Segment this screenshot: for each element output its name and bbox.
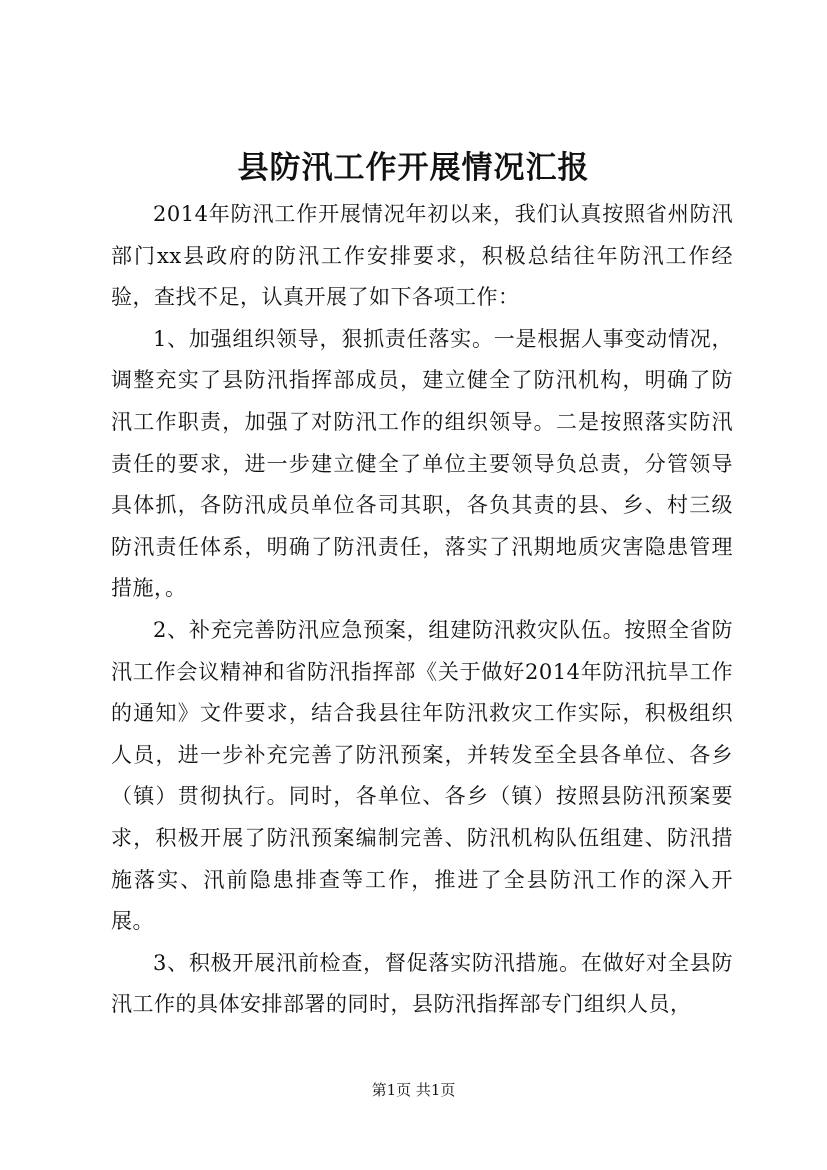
- paragraph-section-2: 2、补充完善防汛应急预案，组建防汛救灾队伍。按照全省防汛工作会议精神和省防汛指挥部《关于做好2014年防汛抗旱工作的通知》文件要求，结合我县往年防汛救灾工作实际，积极组织人员，进一步补充完善了防汛预案，并转发至全县各单位、各乡（镇）贯彻执行。同时，各单位、各乡（镇）按照县防汛预案要求，积极开展了防汛预案编制完善、防汛机构队伍组建、防汛措施落实、汛前隐患排查等工作，推进了全县防汛工作的深入开展。: [111, 617, 733, 934]
- page-footer: 第1页 共1页: [371, 1081, 456, 1099]
- paragraph-section-3: 3、积极开展汛前检查，督促落实防汛措施。在做好对全县防汛工作的具体安排部署的同时，县防汛指挥部专门组织人员，: [111, 950, 733, 1017]
- paragraph-section-1: 1、加强组织领导，狠抓责任落实。一是根据人事变动情况，调整充实了县防汛指挥部成员，建立健全了防汛机构，明确了防汛工作职责，加强了对防汛工作的组织领导。二是按照落实防汛责任的要求，进一步建立健全了单位主要领导负总责，分管领导具体抓，各防汛成员单位各司其职，各负其责的县、乡、村三级防汛责任体系，明确了防汛责任，落实了汛期地质灾害隐患管理措施，。: [111, 326, 733, 601]
- paragraph-intro: 2014年防汛工作开展情况年初以来，我们认真按照省州防汛部门xx县政府的防汛工作安排要求，积极总结往年防汛工作经验，查找不足，认真开展了如下各项工作：: [111, 202, 733, 310]
- document-title: 县防汛工作开展情况汇报: [237, 150, 590, 186]
- document-body: [111, 194, 733, 1026]
